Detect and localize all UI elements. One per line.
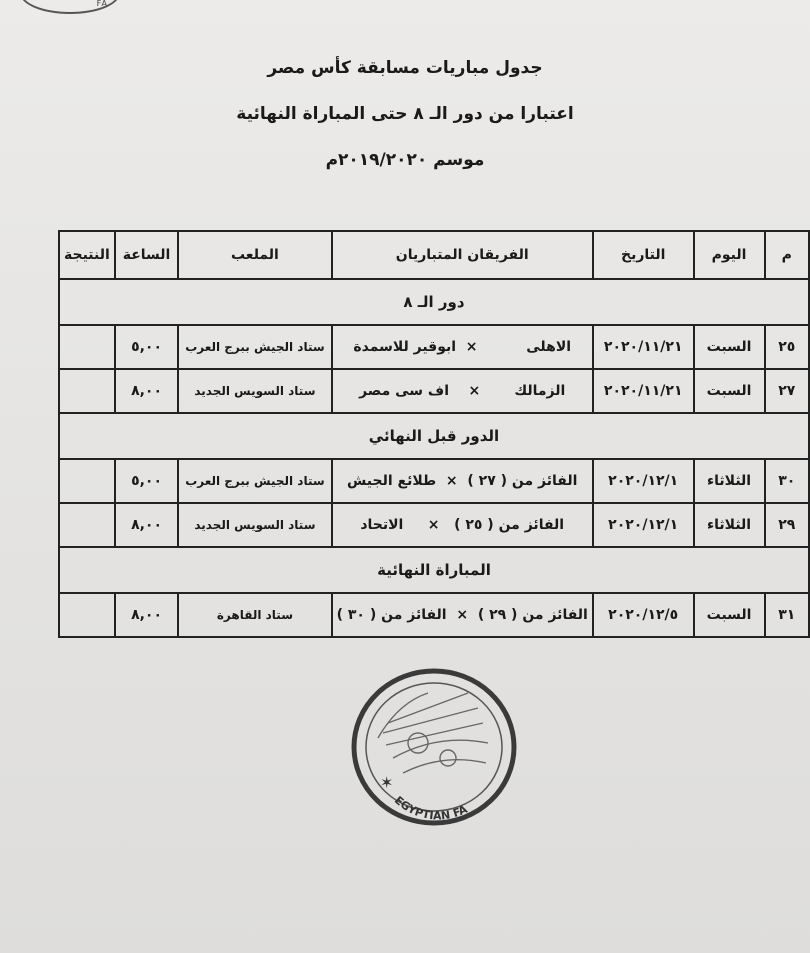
- match-time: ٥,٠٠: [115, 459, 178, 503]
- match-date: ٢٠٢٠/١٢/١: [593, 503, 694, 547]
- match-number: ٣١: [765, 593, 809, 637]
- match-venue: ستاد الجيش ببرج العرب: [178, 459, 331, 503]
- schedule-table: [58, 230, 810, 638]
- header-venue: الملعب: [178, 231, 331, 279]
- match-day: السبت: [694, 593, 765, 637]
- official-stamp: [348, 663, 520, 835]
- match-result: [59, 593, 115, 637]
- match-day: الثلاثاء: [694, 459, 765, 503]
- match-result: [59, 325, 115, 369]
- header-date: التاريخ: [593, 231, 694, 279]
- header-result: النتيجة: [59, 231, 115, 279]
- section-row: [59, 547, 809, 593]
- match-time: ٨,٠٠: [115, 593, 178, 637]
- match-teams: الفائز من ( ٢٩ ) × الفائز من ( ٣٠ ): [332, 593, 593, 637]
- table-row: [59, 459, 809, 503]
- match-venue: ستاد السويس الجديد: [178, 503, 331, 547]
- section-title: دور الـ ٨: [59, 279, 809, 325]
- season-label: موسم ٢٠١٩/٢٠٢٠م: [325, 150, 485, 170]
- match-teams: الفائز من ( ٢٧ ) × طلائع الجيش: [332, 459, 593, 503]
- match-date: ٢٠٢٠/١١/٢١: [593, 325, 694, 369]
- table-row: [59, 369, 809, 413]
- match-date: ٢٠٢٠/١١/٢١: [593, 369, 694, 413]
- header-time: الساعة: [115, 231, 178, 279]
- match-time: ٨,٠٠: [115, 369, 178, 413]
- match-number: ٢٧: [765, 369, 809, 413]
- match-teams: الاهلى × ابوقير للاسمدة: [332, 325, 593, 369]
- match-time: ٨,٠٠: [115, 503, 178, 547]
- section-title: المباراة النهائية: [59, 547, 809, 593]
- match-number: ٢٩: [765, 503, 809, 547]
- header-row: [59, 231, 809, 279]
- match-result: [59, 503, 115, 547]
- match-result: [59, 369, 115, 413]
- header-no: م: [765, 231, 809, 279]
- match-day: السبت: [694, 325, 765, 369]
- document-title: جدول مباريات مسابقة كأس مصر: [267, 58, 543, 78]
- document-subtitle: اعتبارا من دور الـ ٨ حتى المباراة النهائية: [236, 104, 574, 124]
- match-venue: ستاد القاهرة: [178, 593, 331, 637]
- logo-text: FA: [96, 0, 108, 8]
- federation-logo: [20, 0, 120, 14]
- section-title: الدور قبل النهائي: [59, 413, 809, 459]
- match-time: ٥,٠٠: [115, 325, 178, 369]
- svg-text:✶: ✶: [380, 773, 394, 792]
- match-teams: الفائز من ( ٢٥ ) × الاتحاد: [332, 503, 593, 547]
- match-number: ٣٠: [765, 459, 809, 503]
- section-row: [59, 413, 809, 459]
- match-day: الثلاثاء: [694, 503, 765, 547]
- match-result: [59, 459, 115, 503]
- match-venue: ستاد السويس الجديد: [178, 369, 331, 413]
- match-day: السبت: [694, 369, 765, 413]
- table-row: [59, 593, 809, 637]
- match-date: ٢٠٢٠/١٢/٥: [593, 593, 694, 637]
- match-teams: الزمالك × اف سى مصر: [332, 369, 593, 413]
- table-row: [59, 503, 809, 547]
- header-teams: الفريقان المتباريان: [332, 231, 593, 279]
- match-venue: ستاد الجيش ببرج العرب: [178, 325, 331, 369]
- table-row: [59, 325, 809, 369]
- match-date: ٢٠٢٠/١٢/١: [593, 459, 694, 503]
- section-row: [59, 279, 809, 325]
- header-day: اليوم: [694, 231, 765, 279]
- match-number: ٢٥: [765, 325, 809, 369]
- stamp-text: EGYPTIAN FA: [391, 793, 470, 823]
